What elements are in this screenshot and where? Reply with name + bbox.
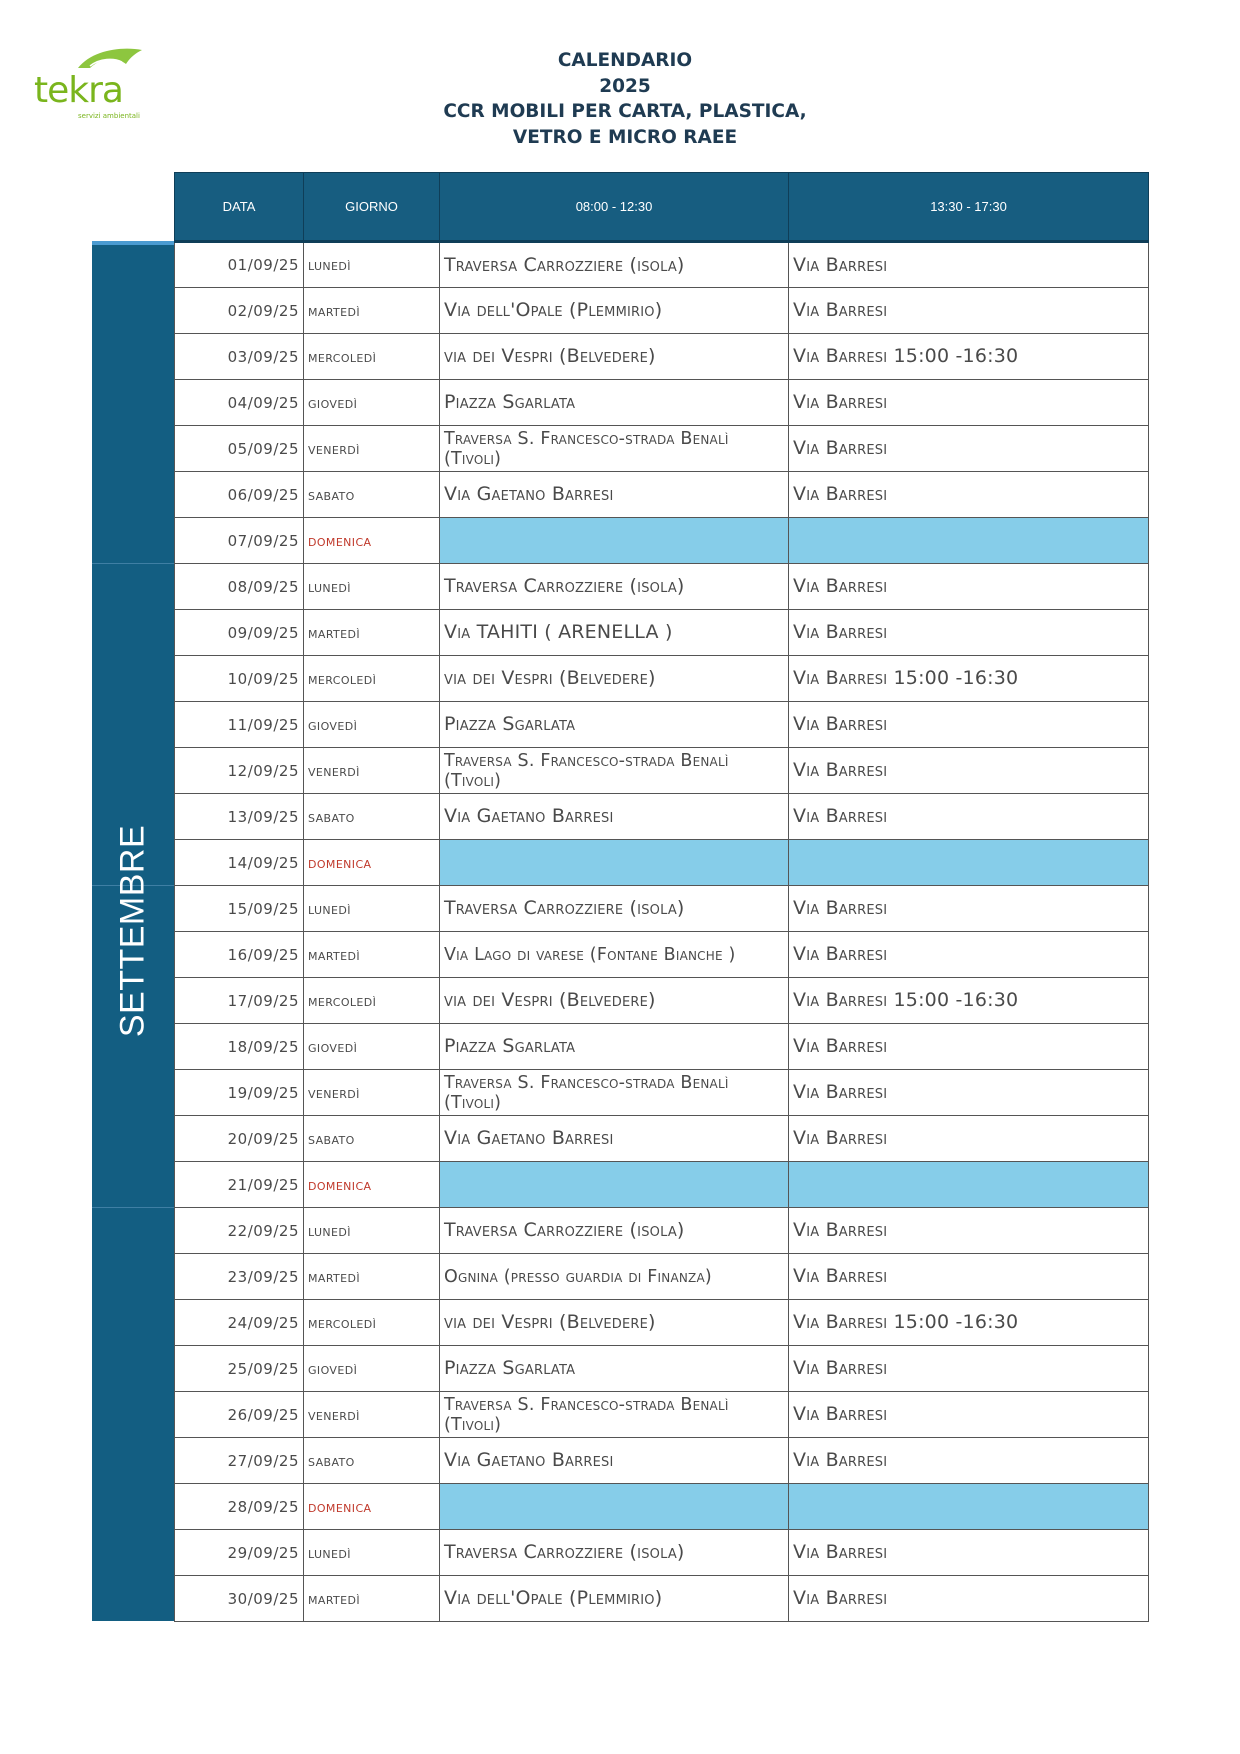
day-cell: lunedì xyxy=(304,242,440,288)
table-row xyxy=(175,1392,1149,1438)
morning-location-cell xyxy=(440,1162,789,1208)
morning-location-cell: Ognina (presso guardia di Finanza) xyxy=(440,1254,789,1300)
date-cell: 10/09/25 xyxy=(175,656,304,702)
date-cell: 06/09/25 xyxy=(175,472,304,518)
day-cell: lunedì xyxy=(304,1530,440,1576)
date-cell: 16/09/25 xyxy=(175,932,304,978)
table-row xyxy=(175,518,1149,564)
day-cell: domenica xyxy=(304,518,440,564)
afternoon-location-cell: Via Barresi 15:00 -16:30 xyxy=(789,1300,1149,1346)
afternoon-location-cell xyxy=(789,1484,1149,1530)
day-cell: sabato xyxy=(304,472,440,518)
afternoon-location-cell: Via Barresi xyxy=(789,288,1149,334)
day-cell: lunedì xyxy=(304,886,440,932)
afternoon-location-cell: Via Barresi xyxy=(789,1116,1149,1162)
date-cell: 24/09/25 xyxy=(175,1300,304,1346)
tekra-logo-graphic xyxy=(30,44,150,124)
afternoon-location-cell: Via Barresi 15:00 -16:30 xyxy=(789,334,1149,380)
table-row xyxy=(175,978,1149,1024)
day-cell: domenica xyxy=(304,1484,440,1530)
date-cell: 29/09/25 xyxy=(175,1530,304,1576)
table-row xyxy=(175,932,1149,978)
morning-location-cell: Traversa S. Francesco-strada Benalì (Tivoli) xyxy=(440,426,789,472)
afternoon-location-cell: Via Barresi xyxy=(789,1530,1149,1576)
afternoon-location-cell: Via Barresi xyxy=(789,1576,1149,1622)
date-cell: 27/09/25 xyxy=(175,1438,304,1484)
month-label-container xyxy=(92,241,174,1621)
table-row xyxy=(175,334,1149,380)
table-row xyxy=(175,1116,1149,1162)
morning-location-cell: Via dell'Opale (Plemmirio) xyxy=(440,1576,789,1622)
morning-location-cell: Traversa Carrozziere (isola) xyxy=(440,242,789,288)
table-row xyxy=(175,426,1149,472)
table-row xyxy=(175,1208,1149,1254)
date-cell: 19/09/25 xyxy=(175,1070,304,1116)
title-line-2: 2025 xyxy=(599,75,651,97)
morning-location-cell: Via Gaetano Barresi xyxy=(440,472,789,518)
day-cell: martedì xyxy=(304,610,440,656)
day-cell: mercoledì xyxy=(304,978,440,1024)
date-cell: 13/09/25 xyxy=(175,794,304,840)
afternoon-location-cell: Via Barresi xyxy=(789,1254,1149,1300)
morning-location-cell: via dei Vespri (Belvedere) xyxy=(440,334,789,380)
morning-location-cell: Traversa Carrozziere (isola) xyxy=(440,1208,789,1254)
day-cell: venerdì xyxy=(304,748,440,794)
header-data: DATA xyxy=(175,173,304,242)
day-cell: martedì xyxy=(304,288,440,334)
table-row xyxy=(175,288,1149,334)
morning-location-cell: Piazza Sgarlata xyxy=(440,380,789,426)
title-line-3: CCR MOBILI PER CARTA, PLASTICA, xyxy=(443,101,807,122)
date-cell: 30/09/25 xyxy=(175,1576,304,1622)
table-row xyxy=(175,380,1149,426)
table-row xyxy=(175,656,1149,702)
date-cell: 26/09/25 xyxy=(175,1392,304,1438)
afternoon-location-cell: Via Barresi xyxy=(789,380,1149,426)
date-cell: 20/09/25 xyxy=(175,1116,304,1162)
day-cell: domenica xyxy=(304,1162,440,1208)
afternoon-location-cell: Via Barresi xyxy=(789,1070,1149,1116)
morning-location-cell: Via Gaetano Barresi xyxy=(440,1116,789,1162)
date-cell: 08/09/25 xyxy=(175,564,304,610)
morning-location-cell: Traversa Carrozziere (isola) xyxy=(440,886,789,932)
date-cell: 02/09/25 xyxy=(175,288,304,334)
date-cell: 07/09/25 xyxy=(175,518,304,564)
afternoon-location-cell xyxy=(789,518,1149,564)
day-cell: giovedì xyxy=(304,1346,440,1392)
day-cell: mercoledì xyxy=(304,334,440,380)
table-row xyxy=(175,1162,1149,1208)
table-row xyxy=(175,840,1149,886)
header-morning: 08:00 - 12:30 xyxy=(440,173,789,242)
month-label: SETTEMBRE xyxy=(113,824,152,1038)
svg-text:servizi ambientali: servizi ambientali xyxy=(78,112,140,120)
day-cell: sabato xyxy=(304,1116,440,1162)
morning-location-cell: Piazza Sgarlata xyxy=(440,702,789,748)
afternoon-location-cell: Via Barresi xyxy=(789,1346,1149,1392)
table-header-row xyxy=(175,173,1149,242)
table-row xyxy=(175,702,1149,748)
afternoon-location-cell: Via Barresi xyxy=(789,702,1149,748)
afternoon-location-cell: Via Barresi xyxy=(789,1438,1149,1484)
date-cell: 18/09/25 xyxy=(175,1024,304,1070)
date-cell: 15/09/25 xyxy=(175,886,304,932)
date-cell: 05/09/25 xyxy=(175,426,304,472)
day-cell: mercoledì xyxy=(304,656,440,702)
date-cell: 28/09/25 xyxy=(175,1484,304,1530)
afternoon-location-cell: Via Barresi xyxy=(789,610,1149,656)
day-cell: mercoledì xyxy=(304,1300,440,1346)
day-cell: giovedì xyxy=(304,702,440,748)
date-cell: 25/09/25 xyxy=(175,1346,304,1392)
day-cell: martedì xyxy=(304,932,440,978)
morning-location-cell: Traversa Carrozziere (isola) xyxy=(440,564,789,610)
morning-location-cell: Traversa S. Francesco-strada Benalì (Tivoli) xyxy=(440,748,789,794)
date-cell: 01/09/25 xyxy=(175,242,304,288)
afternoon-location-cell: Via Barresi xyxy=(789,886,1149,932)
date-cell: 17/09/25 xyxy=(175,978,304,1024)
date-cell: 11/09/25 xyxy=(175,702,304,748)
date-cell: 21/09/25 xyxy=(175,1162,304,1208)
date-cell: 09/09/25 xyxy=(175,610,304,656)
day-cell: giovedì xyxy=(304,380,440,426)
morning-location-cell: via dei Vespri (Belvedere) xyxy=(440,1300,789,1346)
morning-location-cell: Piazza Sgarlata xyxy=(440,1346,789,1392)
date-cell: 04/09/25 xyxy=(175,380,304,426)
afternoon-location-cell: Via Barresi xyxy=(789,426,1149,472)
afternoon-location-cell: Via Barresi xyxy=(789,1208,1149,1254)
date-cell: 03/09/25 xyxy=(175,334,304,380)
afternoon-location-cell: Via Barresi 15:00 -16:30 xyxy=(789,656,1149,702)
morning-location-cell: Via Lago di varese (Fontane Bianche ) xyxy=(440,932,789,978)
afternoon-location-cell: Via Barresi xyxy=(789,1392,1149,1438)
morning-location-cell: Via Gaetano Barresi xyxy=(440,794,789,840)
title-line-4: VETRO E MICRO RAEE xyxy=(512,126,738,148)
table-row xyxy=(175,748,1149,794)
morning-location-cell: Via dell'Opale (Plemmirio) xyxy=(440,288,789,334)
table-row xyxy=(175,1576,1149,1622)
table-row xyxy=(175,1530,1149,1576)
table-row xyxy=(175,886,1149,932)
day-cell: venerdì xyxy=(304,1392,440,1438)
day-cell: sabato xyxy=(304,794,440,840)
afternoon-location-cell: Via Barresi xyxy=(789,242,1149,288)
morning-location-cell: Piazza Sgarlata xyxy=(440,1024,789,1070)
date-cell: 12/09/25 xyxy=(175,748,304,794)
morning-location-cell: Traversa S. Francesco-strada Benalì (Tivoli) xyxy=(440,1070,789,1116)
date-cell: 23/09/25 xyxy=(175,1254,304,1300)
day-cell: martedì xyxy=(304,1254,440,1300)
day-cell: giovedì xyxy=(304,1024,440,1070)
morning-location-cell: via dei Vespri (Belvedere) xyxy=(440,656,789,702)
morning-location-cell: Via TAHITI ( ARENELLA ) xyxy=(440,610,789,656)
title-line-1: CALENDARIO xyxy=(557,50,693,71)
table-row xyxy=(175,1070,1149,1116)
day-cell: sabato xyxy=(304,1438,440,1484)
morning-location-cell: via dei Vespri (Belvedere) xyxy=(440,978,789,1024)
table-row xyxy=(175,610,1149,656)
date-cell: 22/09/25 xyxy=(175,1208,304,1254)
day-cell: lunedì xyxy=(304,1208,440,1254)
afternoon-location-cell: Via Barresi xyxy=(789,472,1149,518)
day-cell: venerdì xyxy=(304,1070,440,1116)
morning-location-cell: Traversa Carrozziere (isola) xyxy=(440,1530,789,1576)
table-row xyxy=(175,1254,1149,1300)
table-row xyxy=(175,1438,1149,1484)
afternoon-location-cell: Via Barresi xyxy=(789,1024,1149,1070)
afternoon-location-cell xyxy=(789,840,1149,886)
morning-location-cell: Via Gaetano Barresi xyxy=(440,1438,789,1484)
afternoon-location-cell: Via Barresi 15:00 -16:30 xyxy=(789,978,1149,1024)
table-row xyxy=(175,1300,1149,1346)
table-row xyxy=(175,1346,1149,1392)
day-cell: venerdì xyxy=(304,426,440,472)
table-row xyxy=(175,1024,1149,1070)
afternoon-location-cell: Via Barresi xyxy=(789,794,1149,840)
document-title xyxy=(395,48,855,150)
morning-location-cell xyxy=(440,518,789,564)
tekra-logo xyxy=(30,44,150,124)
table-row xyxy=(175,242,1149,288)
table-row xyxy=(175,472,1149,518)
header-giorno: GIORNO xyxy=(304,173,440,242)
header-afternoon: 13:30 - 17:30 xyxy=(789,173,1149,242)
table-row xyxy=(175,794,1149,840)
day-cell: domenica xyxy=(304,840,440,886)
morning-location-cell xyxy=(440,1484,789,1530)
afternoon-location-cell: Via Barresi xyxy=(789,564,1149,610)
table-row xyxy=(175,564,1149,610)
afternoon-location-cell: Via Barresi xyxy=(789,932,1149,978)
afternoon-location-cell xyxy=(789,1162,1149,1208)
schedule-table xyxy=(174,172,1149,1622)
morning-location-cell xyxy=(440,840,789,886)
table-row xyxy=(175,1484,1149,1530)
day-cell: martedì xyxy=(304,1576,440,1622)
day-cell: lunedì xyxy=(304,564,440,610)
afternoon-location-cell: Via Barresi xyxy=(789,748,1149,794)
morning-location-cell: Traversa S. Francesco-strada Benalì (Tivoli) xyxy=(440,1392,789,1438)
date-cell: 14/09/25 xyxy=(175,840,304,886)
svg-text:tekra: tekra xyxy=(34,70,123,111)
